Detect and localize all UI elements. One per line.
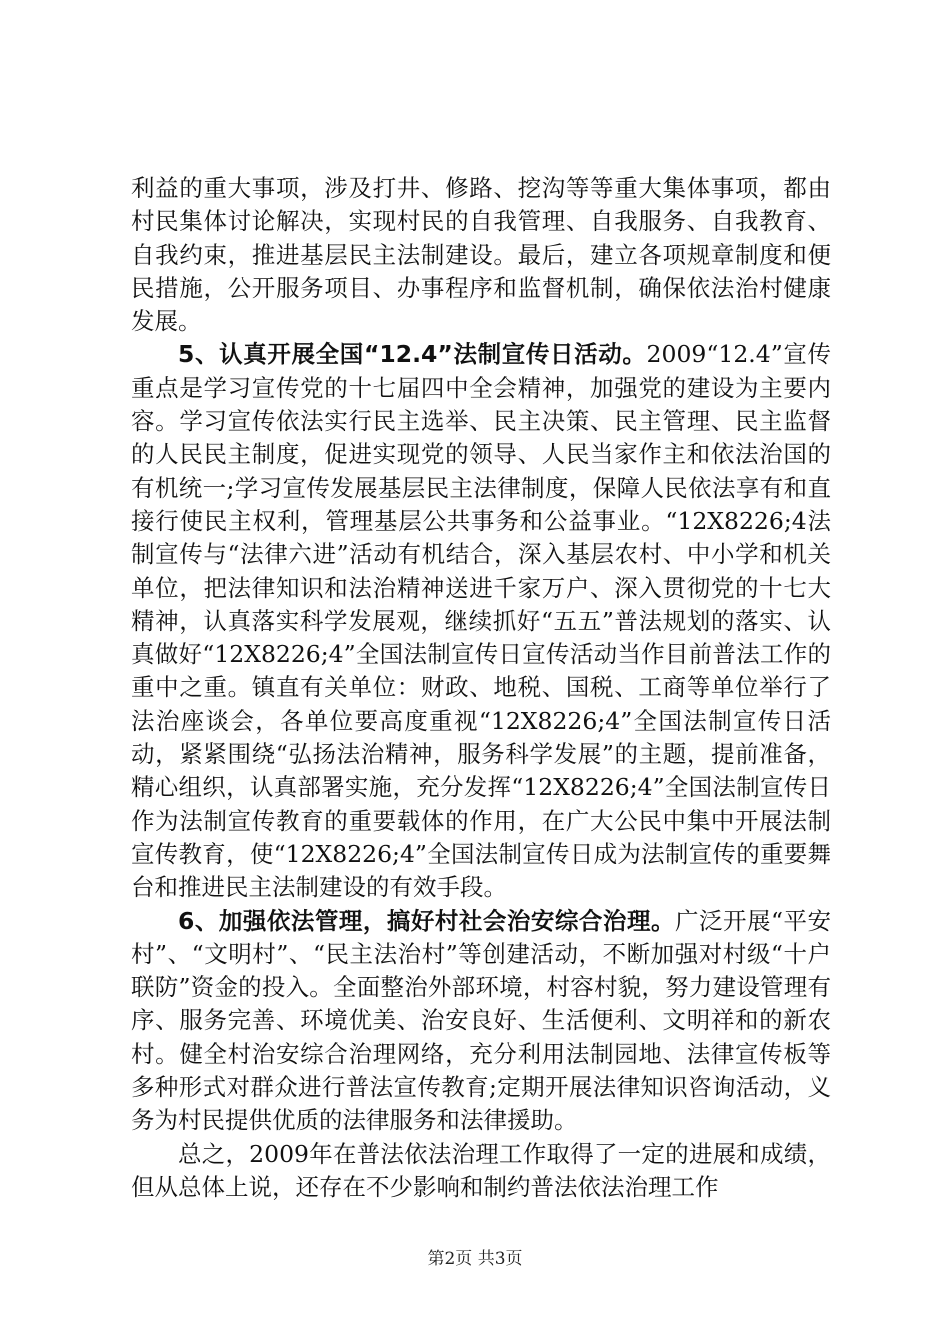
paragraph-continuation	[131, 172, 831, 338]
paragraph-text: 2009“12.4”宣传重点是学习宣传党的十七届四中全会精神，加强党的建设为主要内容。学习宣传依法实行民主选举、民主决策、民主管理、民主监督的人民民主制度，促进实现党的领导、人民当家作主和依法治国的有机统一;学习宣传发展基层民主法律制度，保障人民依法享有和直接行使民主权利，管理基层公共事务和公益事业。“12X8226;4法制宣传与“法律六进”活动有机结合，深入基层农村、中小学和机关单位，把法律知识和法治精神送进千家万户、深入贯彻党的十七大精神，认真落实科学发展观，继续抓好“五五”普法规划的落实、认真做好“12X8226;4”全国法制宣传日宣传活动当作目前普法工作的重中之重。镇直有关单位：财政、地税、国税、工商等单位举行了法治座谈会，各单位要高度重视“12X8226;4”全国法制宣传日活动，紧紧围绕“弘扬法治精神，服务科学发展”的主题，提前准备，精心组织，认真部署实施，充分发挥“12X8226;4”全国法制宣传日作为法制宣传教育的重要载体的作用，在广大公民中集中开展法制宣传教育，使“12X8226;4”全国法制宣传日成为法制宣传的重要舞台和推进民主法制建设的有效手段。	[131, 340, 831, 902]
page-number-footer: 第2页 共3页	[427, 1249, 523, 1269]
paragraph-item-5	[131, 338, 831, 904]
paragraph-text: 广泛开展“平安村”、“文明村”、“民主法治村”等创建活动，不断加强对村级“十户联防”资金的投入。全面整治外部环境，村容村貌，努力建设管理有序、服务完善、环境优美、治安良好、生活便利、文明祥和的新农村。健全村治安综合治理网络，充分利用法制园地、法律宣传板等多种形式对群众进行普法宣传教育;定期开展法律知识咨询活动，义务为村民提供优质的法律服务和法律援助。	[131, 906, 831, 1135]
paragraph-summary	[131, 1138, 831, 1205]
paragraph-heading: 6、加强依法管理，搞好村社会治安综合治理。	[178, 906, 675, 935]
paragraph-text: 利益的重大事项，涉及打井、修路、挖沟等等重大集体事项，都由村民集体讨论解决，实现村民的自我管理、自我服务、自我教育、自我约束，推进基层民主法制建设。最后，建立各项规章制度和便民措施，公开服务项目、办事程序和监督机制，确保依法治村健康发展。	[131, 174, 831, 336]
paragraph-text: 总之，2009年在普法依法治理工作取得了一定的进展和成绩，但从总体上说，还存在不少影响和制约普法依法治理工作	[131, 1139, 831, 1201]
document-body	[131, 172, 831, 1204]
paragraph-item-6	[131, 905, 831, 1138]
paragraph-heading: 5、认真开展全国“12.4”法制宣传日活动。	[178, 340, 647, 369]
